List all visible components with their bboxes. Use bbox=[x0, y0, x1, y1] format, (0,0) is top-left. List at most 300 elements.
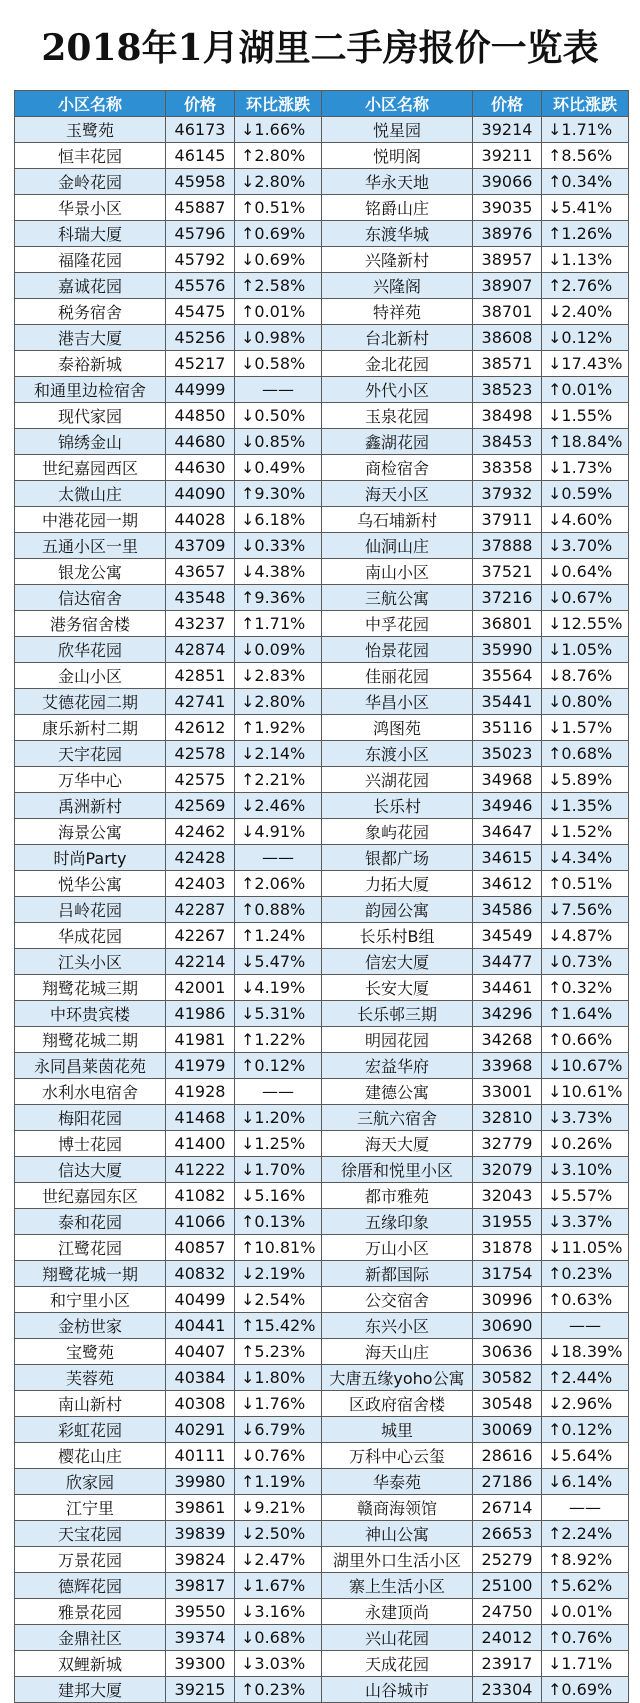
cell-community-name: 外代小区 bbox=[322, 377, 473, 403]
cell-price: 40384 bbox=[166, 1365, 235, 1391]
cell-change: ↑0.63% bbox=[542, 1287, 629, 1313]
table-row bbox=[322, 663, 629, 689]
header-name: 小区名称 bbox=[322, 91, 473, 117]
cell-price: 44999 bbox=[166, 377, 235, 403]
cell-price: 42267 bbox=[166, 923, 235, 949]
cell-price: 38957 bbox=[473, 247, 542, 273]
table-header-row bbox=[322, 91, 629, 117]
table-row bbox=[15, 1261, 322, 1287]
cell-community-name: 江宁里 bbox=[15, 1495, 166, 1521]
table-row bbox=[322, 897, 629, 923]
cell-change: ↑1.22% bbox=[235, 1027, 322, 1053]
cell-change: ↑0.12% bbox=[235, 1053, 322, 1079]
cell-community-name: 玉鹭苑 bbox=[15, 117, 166, 143]
table-row bbox=[322, 1469, 629, 1495]
cell-price: 38453 bbox=[473, 429, 542, 455]
table-row bbox=[15, 663, 322, 689]
table-row bbox=[15, 1131, 322, 1157]
cell-change: ↑15.42% bbox=[235, 1313, 322, 1339]
cell-change: ↓10.61% bbox=[542, 1079, 629, 1105]
cell-community-name: 长安大厦 bbox=[322, 975, 473, 1001]
cell-community-name: 长乐村B组 bbox=[322, 923, 473, 949]
table-row bbox=[322, 871, 629, 897]
cell-community-name: 万景花园 bbox=[15, 1547, 166, 1573]
cell-price: 34268 bbox=[473, 1027, 542, 1053]
cell-change: —— bbox=[542, 1313, 629, 1339]
cell-change: ↓3.73% bbox=[542, 1105, 629, 1131]
cell-price: 31955 bbox=[473, 1209, 542, 1235]
cell-price: 39374 bbox=[166, 1625, 235, 1651]
cell-community-name: 金岭花园 bbox=[15, 169, 166, 195]
cell-change: —— bbox=[235, 1079, 322, 1105]
cell-price: 41928 bbox=[166, 1079, 235, 1105]
table-row bbox=[322, 611, 629, 637]
cell-change: ↓1.71% bbox=[542, 1651, 629, 1677]
cell-price: 45576 bbox=[166, 273, 235, 299]
cell-price: 37911 bbox=[473, 507, 542, 533]
cell-community-name: 中港花园一期 bbox=[15, 507, 166, 533]
cell-change: ↓1.52% bbox=[542, 819, 629, 845]
cell-price: 43657 bbox=[166, 559, 235, 585]
cell-change: ↑0.34% bbox=[542, 169, 629, 195]
cell-community-name: 锦绣金山 bbox=[15, 429, 166, 455]
cell-price: 39300 bbox=[166, 1651, 235, 1677]
cell-change: —— bbox=[235, 845, 322, 871]
cell-community-name: 公交宿舍 bbox=[322, 1287, 473, 1313]
cell-change: ↑0.01% bbox=[235, 299, 322, 325]
cell-change: ↓17.43% bbox=[542, 351, 629, 377]
cell-community-name: 天宝花园 bbox=[15, 1521, 166, 1547]
cell-price: 34968 bbox=[473, 767, 542, 793]
table-row bbox=[15, 1027, 322, 1053]
cell-community-name: 雅景花园 bbox=[15, 1599, 166, 1625]
table-row bbox=[15, 1469, 322, 1495]
table-row bbox=[322, 1027, 629, 1053]
cell-community-name: 山谷城市 bbox=[322, 1677, 473, 1703]
cell-community-name: 万科中心云玺 bbox=[322, 1443, 473, 1469]
cell-community-name: 银龙公寓 bbox=[15, 559, 166, 585]
cell-price: 34946 bbox=[473, 793, 542, 819]
cell-change: ↓5.47% bbox=[235, 949, 322, 975]
cell-price: 38608 bbox=[473, 325, 542, 351]
table-row bbox=[15, 507, 322, 533]
cell-change: ↓1.57% bbox=[542, 715, 629, 741]
cell-change: ↓2.54% bbox=[235, 1287, 322, 1313]
table-row bbox=[322, 1183, 629, 1209]
cell-community-name: 长乐邨三期 bbox=[322, 1001, 473, 1027]
table-row bbox=[322, 1599, 629, 1625]
table-row bbox=[15, 975, 322, 1001]
cell-price: 34615 bbox=[473, 845, 542, 871]
cell-price: 27186 bbox=[473, 1469, 542, 1495]
cell-community-name: 华成花园 bbox=[15, 923, 166, 949]
cell-price: 42851 bbox=[166, 663, 235, 689]
cell-change: ↓1.71% bbox=[542, 117, 629, 143]
cell-price: 45792 bbox=[166, 247, 235, 273]
cell-price: 34296 bbox=[473, 1001, 542, 1027]
cell-change: ↑1.19% bbox=[235, 1469, 322, 1495]
cell-community-name: 金山小区 bbox=[15, 663, 166, 689]
cell-change: ↓2.47% bbox=[235, 1547, 322, 1573]
cell-price: 41468 bbox=[166, 1105, 235, 1131]
cell-community-name: 海景公寓 bbox=[15, 819, 166, 845]
cell-change: ↓1.80% bbox=[235, 1365, 322, 1391]
table-row bbox=[15, 403, 322, 429]
cell-change: ↓0.85% bbox=[235, 429, 322, 455]
table-row bbox=[322, 845, 629, 871]
header-price: 价格 bbox=[166, 91, 235, 117]
cell-change: ↑1.92% bbox=[235, 715, 322, 741]
cell-community-name: 现代家园 bbox=[15, 403, 166, 429]
cell-change: ↑2.06% bbox=[235, 871, 322, 897]
table-row bbox=[15, 247, 322, 273]
table-row bbox=[322, 143, 629, 169]
cell-change: ↓5.16% bbox=[235, 1183, 322, 1209]
cell-community-name: 吕岭花园 bbox=[15, 897, 166, 923]
cell-price: 40832 bbox=[166, 1261, 235, 1287]
cell-community-name: 东兴小区 bbox=[322, 1313, 473, 1339]
table-row bbox=[322, 1365, 629, 1391]
cell-price: 38571 bbox=[473, 351, 542, 377]
cell-change: ↑0.66% bbox=[542, 1027, 629, 1053]
cell-community-name: 铭爵山庄 bbox=[322, 195, 473, 221]
table-row bbox=[15, 1079, 322, 1105]
cell-community-name: 悦华公寓 bbox=[15, 871, 166, 897]
cell-community-name: 神山公寓 bbox=[322, 1521, 473, 1547]
cell-community-name: 康乐新村二期 bbox=[15, 715, 166, 741]
cell-change: ↓4.60% bbox=[542, 507, 629, 533]
table-body-left bbox=[15, 117, 322, 1703]
cell-change: ↓1.73% bbox=[542, 455, 629, 481]
table-row bbox=[15, 1391, 322, 1417]
cell-community-name: 信达宿舍 bbox=[15, 585, 166, 611]
table-row bbox=[322, 767, 629, 793]
cell-community-name: 科瑞大厦 bbox=[15, 221, 166, 247]
cell-change: ↑0.76% bbox=[542, 1625, 629, 1651]
cell-price: 25279 bbox=[473, 1547, 542, 1573]
table-row bbox=[15, 715, 322, 741]
cell-community-name: 泰裕新城 bbox=[15, 351, 166, 377]
price-table-right bbox=[321, 90, 629, 1703]
cell-price: 30548 bbox=[473, 1391, 542, 1417]
cell-community-name: 韵园公寓 bbox=[322, 897, 473, 923]
table-row bbox=[322, 559, 629, 585]
cell-change: ↓0.67% bbox=[542, 585, 629, 611]
table-row bbox=[15, 949, 322, 975]
cell-price: 35990 bbox=[473, 637, 542, 663]
cell-price: 44630 bbox=[166, 455, 235, 481]
cell-community-name: 永同昌莱茵花苑 bbox=[15, 1053, 166, 1079]
cell-price: 39550 bbox=[166, 1599, 235, 1625]
cell-community-name: 金枋世家 bbox=[15, 1313, 166, 1339]
table-row bbox=[322, 1001, 629, 1027]
table-row bbox=[322, 117, 629, 143]
cell-price: 45256 bbox=[166, 325, 235, 351]
cell-community-name: 建邦大厦 bbox=[15, 1677, 166, 1703]
cell-community-name: 禹洲新村 bbox=[15, 793, 166, 819]
table-row bbox=[322, 1339, 629, 1365]
cell-price: 30636 bbox=[473, 1339, 542, 1365]
table-row bbox=[15, 143, 322, 169]
cell-community-name: 象屿花园 bbox=[322, 819, 473, 845]
cell-price: 39215 bbox=[166, 1677, 235, 1703]
table-row bbox=[15, 1573, 322, 1599]
cell-change: ↓9.21% bbox=[235, 1495, 322, 1521]
cell-change: ↓6.14% bbox=[542, 1469, 629, 1495]
cell-community-name: 永建顶尚 bbox=[322, 1599, 473, 1625]
cell-change: ↓5.57% bbox=[542, 1183, 629, 1209]
cell-change: —— bbox=[542, 1495, 629, 1521]
cell-community-name: 悦星园 bbox=[322, 117, 473, 143]
table-row bbox=[322, 1417, 629, 1443]
cell-community-name: 恒丰花园 bbox=[15, 143, 166, 169]
table-row bbox=[15, 897, 322, 923]
cell-price: 34586 bbox=[473, 897, 542, 923]
table-row bbox=[15, 1365, 322, 1391]
cell-community-name: 五缘印象 bbox=[322, 1209, 473, 1235]
cell-price: 40111 bbox=[166, 1443, 235, 1469]
cell-change: ↓0.98% bbox=[235, 325, 322, 351]
table-row bbox=[322, 1313, 629, 1339]
cell-price: 34549 bbox=[473, 923, 542, 949]
table-row bbox=[15, 1443, 322, 1469]
cell-change: ↓6.18% bbox=[235, 507, 322, 533]
cell-change: ↓5.64% bbox=[542, 1443, 629, 1469]
table-row bbox=[15, 819, 322, 845]
table-row bbox=[322, 299, 629, 325]
cell-community-name: 博士花园 bbox=[15, 1131, 166, 1157]
cell-change: ↑9.30% bbox=[235, 481, 322, 507]
table-row bbox=[15, 1105, 322, 1131]
table-row bbox=[322, 1131, 629, 1157]
cell-community-name: 鸿图苑 bbox=[322, 715, 473, 741]
header-change: 环比涨跌 bbox=[235, 91, 322, 117]
cell-change: ↓11.05% bbox=[542, 1235, 629, 1261]
table-row bbox=[15, 1001, 322, 1027]
cell-price: 32079 bbox=[473, 1157, 542, 1183]
cell-community-name: 鑫湖花园 bbox=[322, 429, 473, 455]
cell-price: 30069 bbox=[473, 1417, 542, 1443]
cell-community-name: 商检宿舍 bbox=[322, 455, 473, 481]
table-row bbox=[322, 689, 629, 715]
cell-price: 39214 bbox=[473, 117, 542, 143]
cell-community-name: 税务宿舍 bbox=[15, 299, 166, 325]
cell-change: ↓2.80% bbox=[235, 169, 322, 195]
cell-change: ↓7.56% bbox=[542, 897, 629, 923]
table-row bbox=[15, 1157, 322, 1183]
cell-community-name: 中环贵宾楼 bbox=[15, 1001, 166, 1027]
cell-change: ↑0.51% bbox=[235, 195, 322, 221]
cell-change: ↓8.76% bbox=[542, 663, 629, 689]
cell-change: ↓5.31% bbox=[235, 1001, 322, 1027]
cell-price: 39824 bbox=[166, 1547, 235, 1573]
cell-price: 42874 bbox=[166, 637, 235, 663]
cell-change: ↑0.23% bbox=[235, 1677, 322, 1703]
cell-community-name: 华泰苑 bbox=[322, 1469, 473, 1495]
cell-price: 40857 bbox=[166, 1235, 235, 1261]
cell-price: 44090 bbox=[166, 481, 235, 507]
cell-change: ↓0.59% bbox=[542, 481, 629, 507]
cell-community-name: 福隆花园 bbox=[15, 247, 166, 273]
cell-price: 45217 bbox=[166, 351, 235, 377]
table-row bbox=[15, 1339, 322, 1365]
table-row bbox=[15, 221, 322, 247]
table-row bbox=[15, 559, 322, 585]
table-row bbox=[322, 1209, 629, 1235]
cell-change: ↓3.03% bbox=[235, 1651, 322, 1677]
cell-price: 30582 bbox=[473, 1365, 542, 1391]
cell-price: 33001 bbox=[473, 1079, 542, 1105]
cell-change: ↑9.36% bbox=[235, 585, 322, 611]
cell-price: 38358 bbox=[473, 455, 542, 481]
cell-price: 38907 bbox=[473, 273, 542, 299]
cell-community-name: 区政府宿舍楼 bbox=[322, 1391, 473, 1417]
cell-change: ↑18.84% bbox=[542, 429, 629, 455]
cell-change: ↑1.26% bbox=[542, 221, 629, 247]
cell-change: ↓0.68% bbox=[235, 1625, 322, 1651]
cell-community-name: 港务宿舍楼 bbox=[15, 611, 166, 637]
cell-community-name: 时尚Party bbox=[15, 845, 166, 871]
cell-community-name: 德辉花园 bbox=[15, 1573, 166, 1599]
cell-price: 37216 bbox=[473, 585, 542, 611]
cell-change: ↓2.96% bbox=[542, 1391, 629, 1417]
cell-price: 43709 bbox=[166, 533, 235, 559]
cell-community-name: 怡景花园 bbox=[322, 637, 473, 663]
price-table-left bbox=[14, 90, 322, 1703]
cell-community-name: 华昌小区 bbox=[322, 689, 473, 715]
cell-community-name: 乌石埔新村 bbox=[322, 507, 473, 533]
cell-price: 41222 bbox=[166, 1157, 235, 1183]
table-row bbox=[15, 299, 322, 325]
cell-change: ↓0.09% bbox=[235, 637, 322, 663]
cell-price: 43548 bbox=[166, 585, 235, 611]
cell-community-name: 港吉大厦 bbox=[15, 325, 166, 351]
table-row bbox=[15, 377, 322, 403]
cell-price: 33968 bbox=[473, 1053, 542, 1079]
cell-change: ↑0.32% bbox=[542, 975, 629, 1001]
cell-community-name: 都市雅苑 bbox=[322, 1183, 473, 1209]
cell-community-name: 佳丽花园 bbox=[322, 663, 473, 689]
table-row bbox=[15, 1183, 322, 1209]
cell-change: ↑8.92% bbox=[542, 1547, 629, 1573]
cell-change: ↑2.24% bbox=[542, 1521, 629, 1547]
table-row bbox=[322, 1287, 629, 1313]
cell-community-name: 海天小区 bbox=[322, 481, 473, 507]
cell-change: ↓1.20% bbox=[235, 1105, 322, 1131]
table-row bbox=[15, 611, 322, 637]
cell-community-name: 梅阳花园 bbox=[15, 1105, 166, 1131]
table-row bbox=[322, 1677, 629, 1703]
cell-community-name: 明园花园 bbox=[322, 1027, 473, 1053]
table-row bbox=[322, 637, 629, 663]
page-title: 2018年1月湖里二手房报价一览表 bbox=[41, 26, 599, 69]
cell-price: 39035 bbox=[473, 195, 542, 221]
cell-change: ↓18.39% bbox=[542, 1339, 629, 1365]
table-row bbox=[322, 195, 629, 221]
cell-change: ↓0.50% bbox=[235, 403, 322, 429]
cell-community-name: 世纪嘉园东区 bbox=[15, 1183, 166, 1209]
cell-community-name: 赣商海领馆 bbox=[322, 1495, 473, 1521]
cell-community-name: 银都广场 bbox=[322, 845, 473, 871]
table-row bbox=[15, 429, 322, 455]
cell-price: 45796 bbox=[166, 221, 235, 247]
cell-price: 46173 bbox=[166, 117, 235, 143]
cell-price: 34461 bbox=[473, 975, 542, 1001]
table-row bbox=[322, 1079, 629, 1105]
table-row bbox=[15, 1599, 322, 1625]
cell-price: 39817 bbox=[166, 1573, 235, 1599]
table-row bbox=[15, 1677, 322, 1703]
cell-community-name: 寨上生活小区 bbox=[322, 1573, 473, 1599]
table-row bbox=[15, 1209, 322, 1235]
cell-change: ↓1.66% bbox=[235, 117, 322, 143]
cell-community-name: 南山新村 bbox=[15, 1391, 166, 1417]
cell-change: ↓0.58% bbox=[235, 351, 322, 377]
cell-change: ↑0.69% bbox=[542, 1677, 629, 1703]
cell-community-name: 金北花园 bbox=[322, 351, 473, 377]
cell-change: ↑2.80% bbox=[235, 143, 322, 169]
cell-price: 26653 bbox=[473, 1521, 542, 1547]
cell-price: 36801 bbox=[473, 611, 542, 637]
table-row bbox=[322, 1261, 629, 1287]
table-row bbox=[15, 741, 322, 767]
cell-change: ↓2.14% bbox=[235, 741, 322, 767]
cell-community-name: 南山小区 bbox=[322, 559, 473, 585]
cell-community-name: 大唐五缘yoho公寓 bbox=[322, 1365, 473, 1391]
cell-price: 45958 bbox=[166, 169, 235, 195]
cell-change: ↓3.10% bbox=[542, 1157, 629, 1183]
cell-price: 23304 bbox=[473, 1677, 542, 1703]
table-header-row bbox=[15, 91, 322, 117]
cell-community-name: 和宁里小区 bbox=[15, 1287, 166, 1313]
table-row bbox=[15, 1625, 322, 1651]
cell-price: 40407 bbox=[166, 1339, 235, 1365]
cell-change: ↓5.89% bbox=[542, 767, 629, 793]
cell-price: 41082 bbox=[166, 1183, 235, 1209]
cell-community-name: 嘉诚花园 bbox=[15, 273, 166, 299]
table-body-right bbox=[322, 117, 629, 1703]
table-row bbox=[15, 793, 322, 819]
table-row bbox=[322, 715, 629, 741]
cell-change: ↓2.83% bbox=[235, 663, 322, 689]
cell-change: ↑0.12% bbox=[542, 1417, 629, 1443]
cell-change: ↑5.23% bbox=[235, 1339, 322, 1365]
cell-price: 41400 bbox=[166, 1131, 235, 1157]
cell-change: —— bbox=[235, 377, 322, 403]
table-row bbox=[322, 1391, 629, 1417]
table-row bbox=[322, 1521, 629, 1547]
cell-change: ↓3.70% bbox=[542, 533, 629, 559]
table-row bbox=[322, 923, 629, 949]
table-row bbox=[322, 1443, 629, 1469]
table-row bbox=[322, 455, 629, 481]
cell-price: 32779 bbox=[473, 1131, 542, 1157]
cell-change: ↓4.87% bbox=[542, 923, 629, 949]
cell-change: ↑0.88% bbox=[235, 897, 322, 923]
table-row bbox=[322, 1157, 629, 1183]
cell-price: 42403 bbox=[166, 871, 235, 897]
header-price: 价格 bbox=[473, 91, 542, 117]
table-row bbox=[15, 923, 322, 949]
cell-price: 34647 bbox=[473, 819, 542, 845]
cell-price: 41066 bbox=[166, 1209, 235, 1235]
cell-community-name: 信达大厦 bbox=[15, 1157, 166, 1183]
table-row bbox=[15, 117, 322, 143]
cell-community-name: 悦明阁 bbox=[322, 143, 473, 169]
table-row bbox=[15, 767, 322, 793]
cell-price: 42428 bbox=[166, 845, 235, 871]
cell-change: ↑0.69% bbox=[235, 221, 322, 247]
